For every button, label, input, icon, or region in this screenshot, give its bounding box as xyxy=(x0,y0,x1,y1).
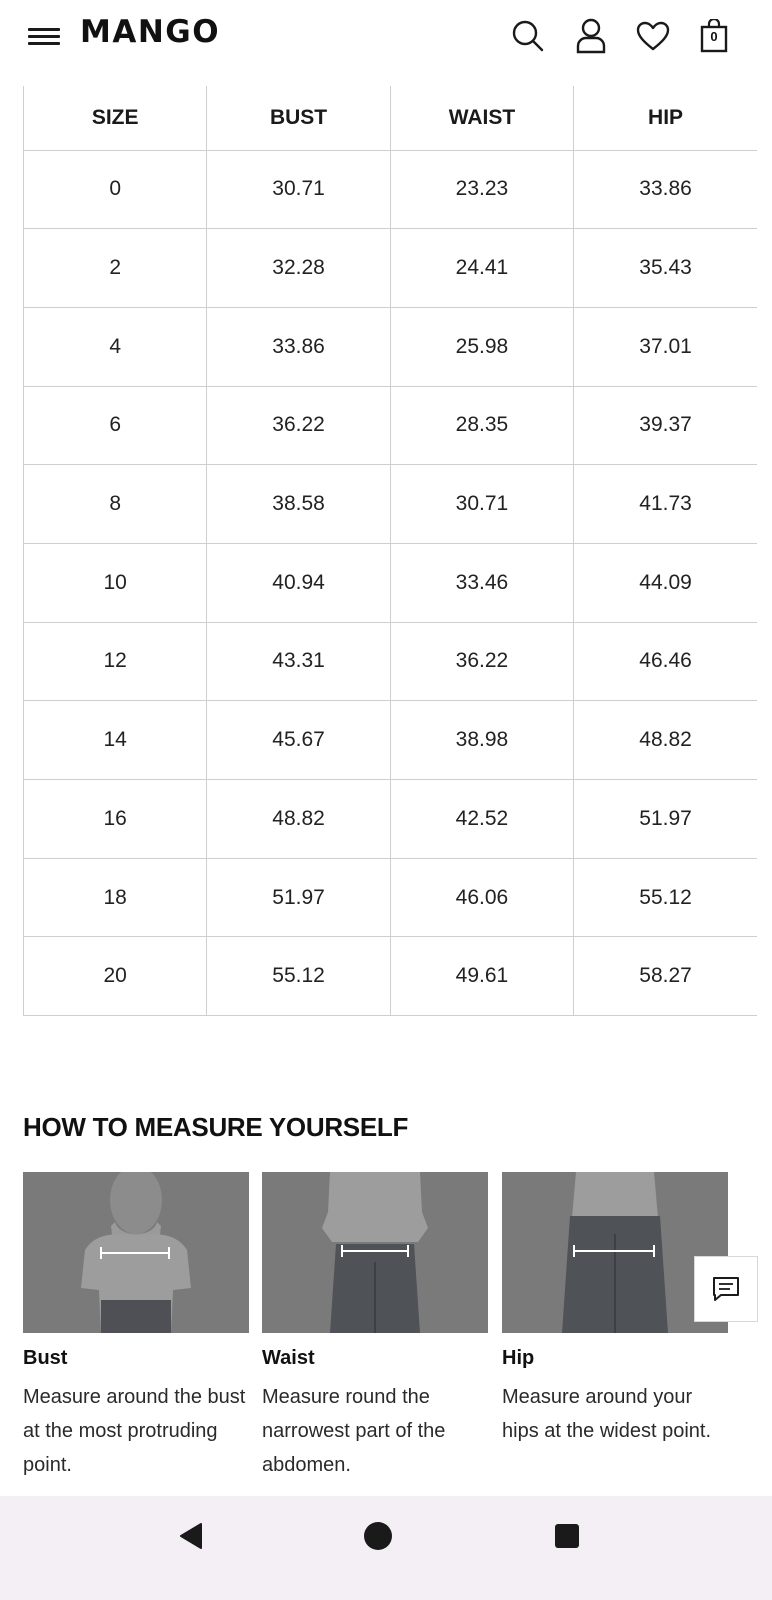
measure-title-waist: Waist xyxy=(262,1347,315,1369)
bust-cell: 48.82 xyxy=(207,780,390,859)
bust-cell: 30.71 xyxy=(207,150,390,229)
column-header-waist: WAIST xyxy=(390,86,573,150)
bust-cell: 33.86 xyxy=(207,307,390,386)
waist-photo xyxy=(262,1172,488,1333)
hip-cell: 46.46 xyxy=(574,622,757,701)
size-cell: 16 xyxy=(24,780,207,859)
bust-cell: 40.94 xyxy=(207,543,390,622)
table-row xyxy=(24,307,758,386)
size-cell: 18 xyxy=(24,858,207,937)
size-cell: 20 xyxy=(24,937,207,1016)
size-cell: 2 xyxy=(24,229,207,308)
recents-icon[interactable] xyxy=(547,1520,587,1552)
chat-icon xyxy=(711,1275,741,1303)
measure-title-hip: Hip xyxy=(502,1347,535,1369)
waist-cell: 36.22 xyxy=(390,622,573,701)
hip-cell: 41.73 xyxy=(574,465,757,544)
bust-cell: 32.28 xyxy=(207,229,390,308)
bust-cell: 51.97 xyxy=(207,858,390,937)
hip-cell: 44.09 xyxy=(574,543,757,622)
size-cell: 8 xyxy=(24,465,207,544)
table-row xyxy=(24,701,758,780)
section-title: HOW TO MEASURE YOURSELF xyxy=(23,1112,409,1142)
hip-cell: 33.86 xyxy=(574,150,757,229)
bust-cell: 36.22 xyxy=(207,386,390,465)
hip-cell: 37.01 xyxy=(574,307,757,386)
hip-cell: 48.82 xyxy=(574,701,757,780)
table-row xyxy=(24,858,758,937)
measure-desc-waist: Measure round the narrowest part of the abdomen. xyxy=(262,1386,446,1476)
column-header-size: SIZE xyxy=(24,86,207,150)
size-cell: 10 xyxy=(24,543,207,622)
table-row xyxy=(24,386,758,465)
size-cell: 0 xyxy=(24,150,207,229)
table-row xyxy=(24,150,758,229)
bust-cell: 38.58 xyxy=(207,465,390,544)
waist-cell: 33.46 xyxy=(390,543,573,622)
size-cell: 4 xyxy=(24,307,207,386)
column-header-bust: BUST xyxy=(207,86,390,150)
bust-cell: 43.31 xyxy=(207,622,390,701)
home-icon[interactable] xyxy=(358,1520,398,1552)
waist-cell: 49.61 xyxy=(390,937,573,1016)
waist-cell: 23.23 xyxy=(390,150,573,229)
table-row xyxy=(24,229,758,308)
measure-card-bust xyxy=(23,1172,249,1482)
table-row xyxy=(24,780,758,859)
chat-button[interactable] xyxy=(694,1256,758,1322)
waist-cell: 25.98 xyxy=(390,307,573,386)
bag-icon[interactable] xyxy=(694,16,734,56)
bust-cell: 45.67 xyxy=(207,701,390,780)
measure-card-waist xyxy=(262,1172,488,1482)
menu-icon[interactable] xyxy=(28,24,60,48)
hip-cell: 58.27 xyxy=(574,937,757,1016)
table-row xyxy=(24,465,758,544)
table-header-row xyxy=(24,86,758,150)
table-row xyxy=(24,622,758,701)
table-row xyxy=(24,937,758,1016)
waist-cell: 28.35 xyxy=(390,386,573,465)
waist-cell: 38.98 xyxy=(390,701,573,780)
size-cell: 6 xyxy=(24,386,207,465)
back-icon[interactable] xyxy=(170,1520,210,1552)
measure-title-bust: Bust xyxy=(23,1347,68,1369)
waist-cell: 46.06 xyxy=(390,858,573,937)
hip-cell: 39.37 xyxy=(574,386,757,465)
size-chart-table xyxy=(23,86,757,1016)
waist-cell: 24.41 xyxy=(390,229,573,308)
brand-logo[interactable]: MANGO xyxy=(80,14,221,50)
measure-desc-bust: Measure around the bust at the most protruding point. xyxy=(23,1386,246,1476)
account-icon[interactable] xyxy=(571,16,611,56)
hip-cell: 51.97 xyxy=(574,780,757,859)
column-header-hip: HIP xyxy=(574,86,757,150)
measure-desc-hip: Measure around your hips at the widest point. xyxy=(502,1386,712,1442)
size-cell: 12 xyxy=(24,622,207,701)
top-header xyxy=(0,0,772,76)
bust-photo xyxy=(23,1172,249,1333)
heart-icon[interactable] xyxy=(633,16,673,56)
waist-cell: 42.52 xyxy=(390,780,573,859)
table-row xyxy=(24,543,758,622)
waist-cell: 30.71 xyxy=(390,465,573,544)
size-cell: 14 xyxy=(24,701,207,780)
hip-cell: 35.43 xyxy=(574,229,757,308)
hip-cell: 55.12 xyxy=(574,858,757,937)
search-icon[interactable] xyxy=(508,16,548,56)
bag-count: 0 xyxy=(710,29,718,44)
bust-cell: 55.12 xyxy=(207,937,390,1016)
